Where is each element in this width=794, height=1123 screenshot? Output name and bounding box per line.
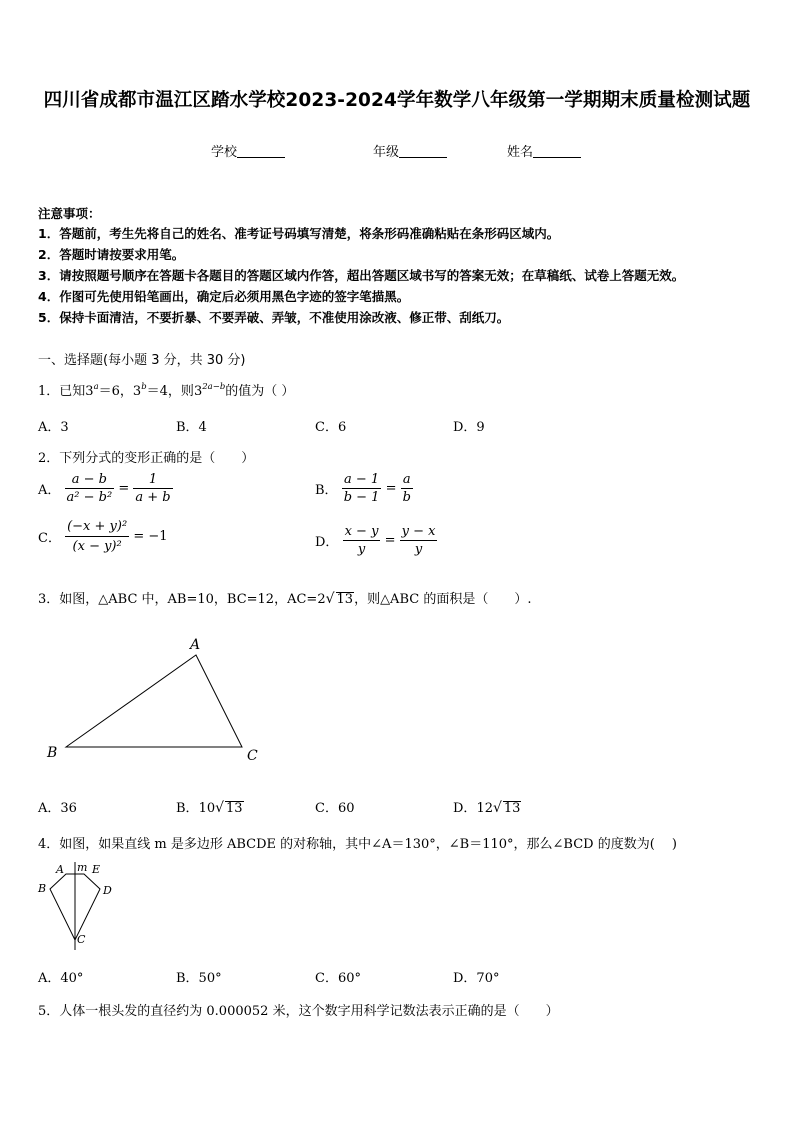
notice-item: 1．答题前，考生先将自己的姓名、准考证号码填写清楚，将条形码准确粘贴在条形码区域内。 [38,226,560,241]
q2-c-rhs: = −1 [133,529,168,544]
q4-option-d[interactable]: D．70° [453,971,500,986]
q3-prefix: 3．如图，△ABC 中，AB=10，BC=12，AC= [38,592,318,607]
grade-field [373,141,447,160]
name-field [507,141,581,160]
q2-c-den: (x − y)² [72,539,122,554]
vertex-label-b: B [38,882,47,895]
equals: = [118,481,130,496]
q4-option-c[interactable]: C．60° [315,971,361,986]
q2-c-lhs [65,519,129,554]
q2-a-den: a² − b² [66,490,113,505]
school-label: 学校 [211,145,238,160]
q2-a-rden: a + b [135,490,171,505]
q3-option-d[interactable] [453,797,521,816]
q2-c-label: C． [38,531,61,546]
section-heading: 一、选择题(每小题 3 分，共 30 分) [38,353,246,368]
q2-d-label: D． [315,535,339,550]
q3-radicand: 13 [336,592,354,607]
q1-option-c[interactable]: C．6 [315,420,347,435]
q2-a-lhs [65,472,115,505]
question-3-stem [38,588,531,607]
q2-d-rnum: y − x [401,524,436,539]
vertex-label-c: C [247,748,258,764]
vertex-label-c: C [77,933,86,946]
notice-heading: 注意事项： [38,206,101,221]
q2-a-rnum: 1 [133,472,172,489]
q2-d-num: x − y [344,524,379,539]
q2-a-label: A． [38,483,61,498]
question-1-stem [38,380,294,399]
q1-suffix: 的值为（ ） [225,384,295,399]
pentagon-abcde-figure [34,858,124,958]
q4-option-b[interactable]: B．50° [176,971,222,986]
sqrt-icon: √ [325,591,335,607]
name-label: 姓名 [507,145,534,160]
q3-b-radicand: 13 [226,801,243,816]
q1-base: 3 [193,384,203,399]
q2-option-d[interactable] [315,524,437,557]
vertex-label-b: B [47,745,58,761]
q3-d-label: D． [453,801,477,816]
notice-item: 2．答题时请按要求用笔。 [38,247,185,262]
q1-base: 3 [132,384,142,399]
q1-text: ＝4，则 [146,384,194,399]
vertex-label-d: D [103,884,112,897]
q2-option-a[interactable] [38,472,173,505]
q2-b-num: a − 1 [342,472,382,489]
q2-option-b[interactable] [315,472,413,505]
grade-label: 年级 [373,145,400,160]
q2-d-den: y [357,542,366,557]
triangle-abc-figure [40,632,280,767]
vertex-label-e: E [92,863,101,876]
q3-option-c[interactable]: C．60 [315,801,355,816]
q3-option-a[interactable]: A．36 [38,801,77,816]
page-title: 四川省成都市温江区踏水学校2023-2024学年数学八年级第一学期期末质量检测试题 [43,90,751,111]
q1-exp: b [141,382,147,392]
q4-option-a[interactable]: A．40° [38,971,84,986]
grade-blank [399,144,447,158]
q1-option-b[interactable]: B．4 [176,420,207,435]
q1-base: 3 [85,384,94,399]
sqrt-icon: √ [215,800,225,816]
equals: = [385,481,397,496]
q3-coef: 2 [317,592,326,607]
q3-b-coef: 10 [198,801,216,816]
q1-option-a[interactable]: A．3 [38,420,69,435]
q3-d-radicand: 13 [503,801,521,816]
q2-d-rden: y [414,542,423,557]
question-4-stem: 4．如图，如果直线 m 是多边形 ABCDE 的对称轴，其中∠A＝130°，∠B＝110°，那么∠BCD 的度数为( ) [38,837,677,852]
notice-item: 3．请按照题号顺序在答题卡各题目的答题区域内作答，超出答题区域书写的答案无效；在草稿纸、试卷上答题无效。 [38,268,685,283]
q3-suffix: ，则△ABC 的面积是（ ）. [354,592,532,607]
q3-b-label: B． [176,801,199,816]
school-field [211,141,285,160]
q2-a-rhs [133,472,172,505]
q2-b-lhs [342,472,382,505]
vertex-label-a: A [56,863,64,876]
axis-label-m: m [77,861,88,874]
q1-text: ＝6， [98,384,133,399]
q2-b-label: B． [315,483,338,498]
notice-item: 4．作图可先使用铅笔画出，确定后必须用黑色字迹的签字笔描黑。 [38,289,410,304]
q2-b-rden: b [402,490,411,505]
q1-option-d[interactable]: D．9 [453,420,485,435]
sqrt-icon: √ [492,800,502,816]
school-blank [237,144,285,158]
q3-d-coef: 12 [476,801,493,816]
name-blank [533,144,581,158]
q2-b-den: b − 1 [343,490,380,505]
q2-d-rhs [400,524,438,557]
q1-exp: a [93,382,99,392]
triangle-abc [66,655,242,747]
question-2-stem: 2．下列分式的变形正确的是（ ） [38,451,255,466]
q2-b-rhs [401,472,413,505]
q1-exp: 2a−b [202,382,226,392]
question-5-stem: 5．人体一根头发的直径约为 0.000052 米，这个数字用科学记数法表示正确的是（ ） [38,1004,559,1019]
q2-option-c[interactable] [38,519,168,554]
q2-a-num: a − b [65,472,115,489]
q1-prefix: 1．已知 [38,384,86,399]
notice-item: 5．保持卡面清洁，不要折暴、不要弄破、弄皱，不准使用涂改液、修正带、刮纸刀。 [38,310,510,325]
q3-option-b[interactable] [176,797,244,816]
equals: = [384,533,396,548]
q2-c-num: (−x + y)² [65,519,129,537]
vertex-label-a: A [190,637,201,653]
q2-b-rnum: a [401,472,413,489]
q2-d-lhs [343,524,381,557]
